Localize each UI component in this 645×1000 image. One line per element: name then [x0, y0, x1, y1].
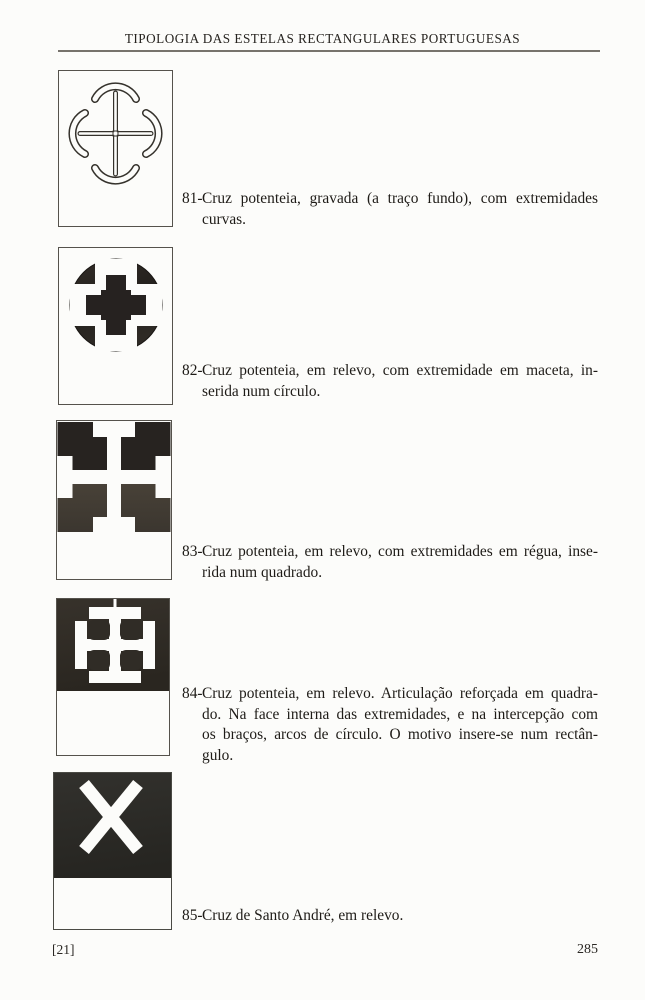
- header-rule: [58, 50, 600, 52]
- page-number: 285: [577, 942, 598, 957]
- caption-text: [202, 906, 598, 927]
- item-number: 85-: [182, 907, 203, 924]
- caption-line: Cruz potenteia, em relevo, com extremidade em maceta, in-: [202, 362, 598, 379]
- caption-text: [202, 542, 598, 583]
- item-number: 84-: [182, 685, 203, 702]
- item-number: 82-: [182, 362, 203, 379]
- item-number: 83-: [182, 543, 203, 560]
- caption-line: Cruz de Santo André, em relevo.: [202, 907, 404, 924]
- caption-83: [182, 542, 598, 583]
- caption-line: serida num círculo.: [202, 382, 321, 400]
- plate-number: [21]: [52, 942, 75, 957]
- figure-82-cross-potent-circle-icon: [58, 247, 173, 405]
- figure-85-saltire-icon: [53, 772, 172, 930]
- caption-85: [182, 906, 598, 927]
- figure-81-cross-potent-curved-icon: [58, 70, 173, 227]
- caption-line: gulo.: [202, 746, 234, 764]
- caption-line: Cruz potenteia, gravada (a traço fundo), com extremidades: [202, 190, 598, 207]
- caption-text: [202, 684, 598, 766]
- caption-84: [182, 684, 598, 766]
- page-title: TIPOLOGIA DAS ESTELAS RECTANGULARES PORTUGUESAS: [124, 31, 521, 46]
- figure-84-cross-potent-arcs-icon: [56, 598, 170, 756]
- caption-text: [202, 361, 598, 402]
- item-number: 81-: [182, 190, 203, 207]
- caption-line: Cruz potenteia, em relevo. Articulação reforçada em quadra-: [202, 685, 598, 702]
- caption-line: do. Na face interna das extremidades, e na intercepção com: [202, 705, 598, 723]
- caption-line: Cruz potenteia, em relevo, com extremidades em régua, inse-: [202, 543, 598, 560]
- caption-82: [182, 361, 598, 402]
- caption-81: [182, 189, 598, 230]
- caption-line: rida num quadrado.: [202, 563, 323, 581]
- caption-line: os braços, arcos de círculo. O motivo insere-se num rectân-: [202, 726, 598, 743]
- caption-text: [202, 189, 598, 230]
- caption-line: curvas.: [202, 210, 247, 228]
- figure-83-cross-potent-square-icon: [56, 420, 172, 580]
